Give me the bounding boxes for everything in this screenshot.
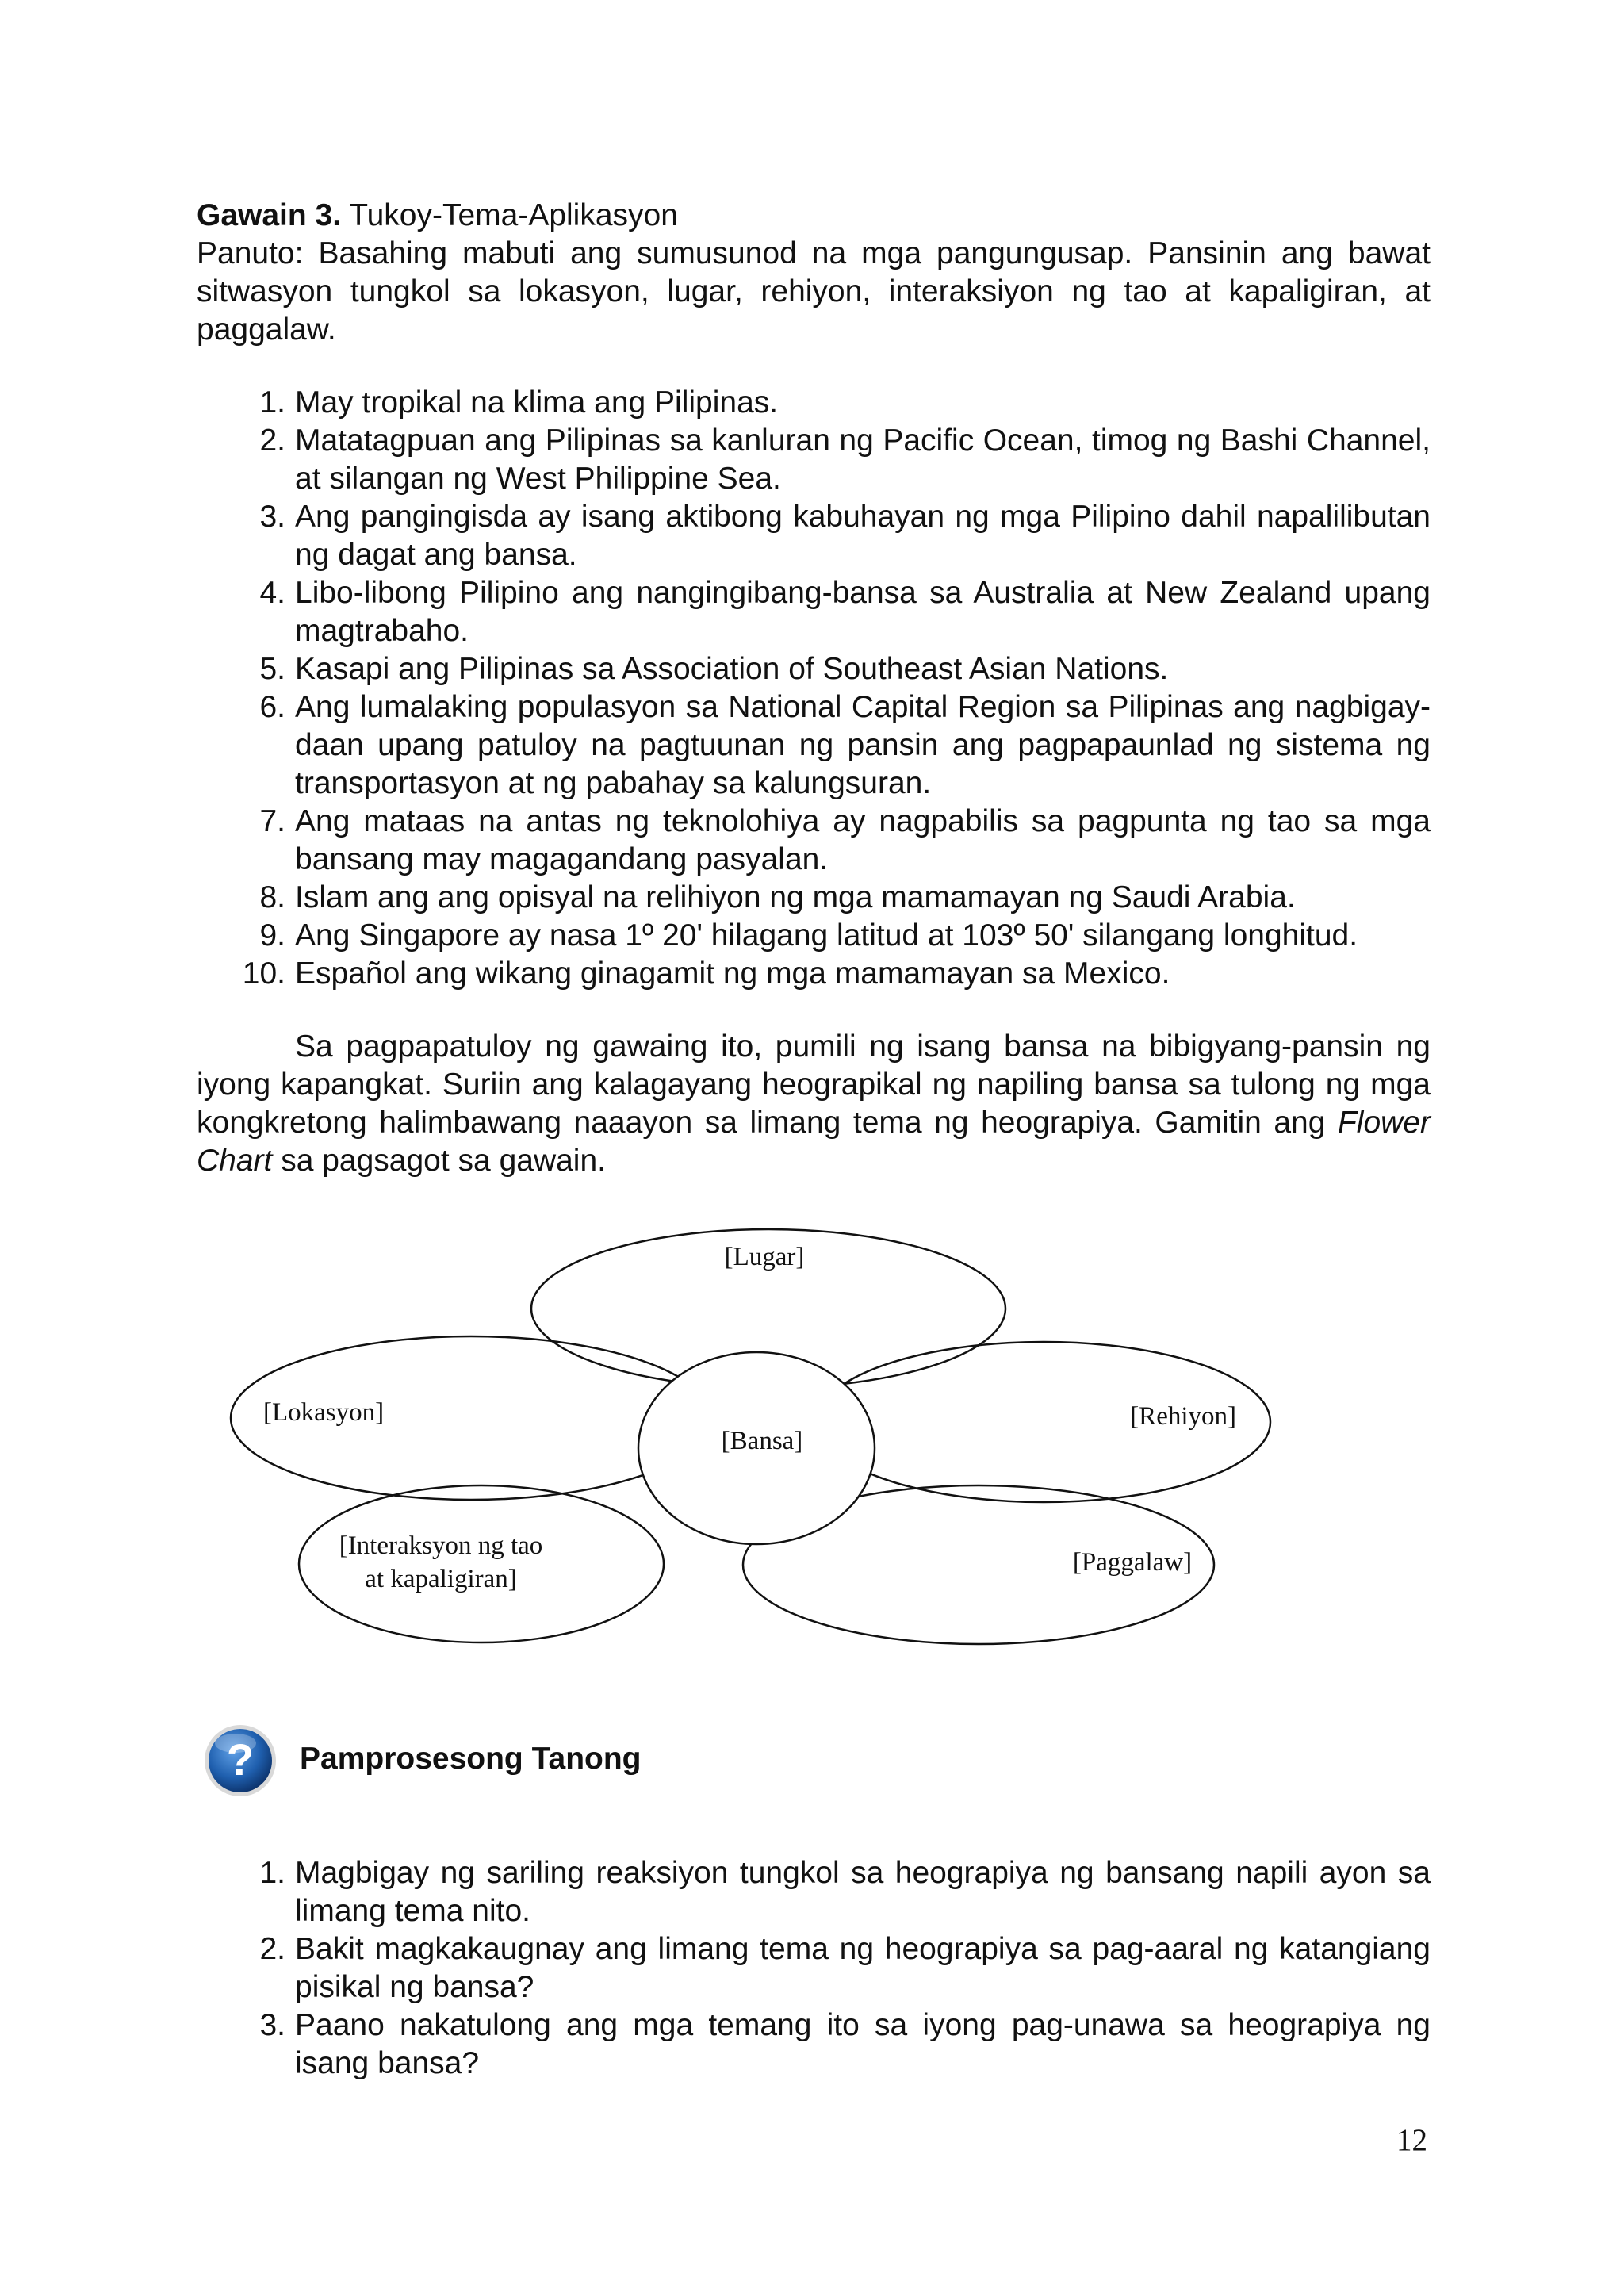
list-item: 7. Ang mataas na antas ng teknolohiya ay nagpabilis sa pagpunta ng tao sa mga bansang may magagandang pasyalan. bbox=[259, 804, 1431, 876]
petal-bottom-left bbox=[299, 1485, 664, 1642]
list-item: 10. Español ang wikang ginagamit ng mga mamamayan sa Mexico. bbox=[242, 956, 1170, 991]
page-number: 12 bbox=[1396, 2123, 1427, 2157]
center-label: [Bansa] bbox=[721, 1427, 803, 1455]
petal-label-bottom-right: [Paggalaw] bbox=[1072, 1548, 1193, 1577]
flower-chart-term: Flower Chart bbox=[197, 1106, 1431, 1178]
petal-label-left: [Lokasyon] bbox=[263, 1398, 385, 1427]
list-item: 8. Islam ang ang opisyal na relihiyon ng mga mamamayan ng Saudi Arabia. bbox=[259, 880, 1296, 914]
list-item: 3. Ang pangingisda ay isang aktibong kabuhayan ng mga Pilipino dahil napalilibutan ng dagat ang bansa. bbox=[259, 500, 1431, 572]
petal-label-right: [Rehiyon] bbox=[1130, 1402, 1236, 1431]
question-list bbox=[246, 1854, 1431, 2083]
questions-heading: Pamprosesong Tanong bbox=[300, 1742, 642, 1776]
list-item: 5. Kasapi ang Pilipinas sa Association of Southeast Asian Nations. bbox=[259, 652, 1169, 686]
instructions: Panuto: Basahing mabuti ang sumusunod na mga pangungusap. Pansinin ang bawat sitwasyon tungkol sa lokasyon, lugar, rehiyon, interaksiyon ng tao at kapaligiran, at paggalaw. bbox=[197, 236, 1431, 347]
petal-label-bottom-left-1: [Interaksyon ng tao bbox=[339, 1531, 543, 1560]
list-item: 4. Libo-libong Pilipino ang nangingibang-bansa sa Australia at New Zealand upang magtrabaho. bbox=[259, 576, 1431, 648]
list-item: 1. Magbigay ng sariling reaksiyon tungkol sa heograpiya ng bansang napili ayon sa limang tema nito. bbox=[259, 1856, 1431, 1928]
list-item: 9. Ang Singapore ay nasa 1º 20' hilagang latitud at 103º 50' silangang longhitud. bbox=[259, 918, 1358, 953]
continuation-paragraph: Sa pagpapatuloy ng gawaing ito, pumili ng isang bansa na bibigyang-pansin ng iyong kapangkat. Suriin ang kalagayang heograpikal ng napiling bansa sa tulong ng mga kongkretong halimbawang naaayon sa limang tema ng heograpiya. Gamitin ang Flower Chart sa pagsagot sa gawain. bbox=[197, 1029, 1431, 1178]
list-item: 1. May tropikal na klima ang Pilipinas. bbox=[259, 385, 779, 420]
activity-name: Tukoy-Tema-Aplikasyon bbox=[349, 198, 678, 232]
petal-label-bottom-left-2: at kapaligiran] bbox=[365, 1565, 517, 1593]
activity-label: Gawain 3. bbox=[197, 198, 342, 232]
list-item: 3. Paano nakatulong ang mga temang ito sa iyong pag-unawa sa heograpiya ng isang bansa? bbox=[259, 2008, 1431, 2080]
list-item: 2. Bakit magkakaugnay ang limang tema ng heograpiya sa pag-aaral ng katangiang pisikal ng bansa? bbox=[259, 1932, 1431, 2004]
list-item: 2. Matatagpuan ang Pilipinas sa kanluran ng Pacific Ocean, timog ng Bashi Channel, at silangan ng West Philippine Sea. bbox=[259, 424, 1431, 496]
list-item: 6. Ang lumalaking populasyon sa National Capital Region sa Pilipinas ang nagbigay-daan upang patuloy na pagtuunan ng pansin ang pagpapaunlad ng sistema ng transportasyon at ng pabahay sa kalungsuran. bbox=[259, 690, 1431, 800]
petal-label-top: [Lugar] bbox=[724, 1243, 805, 1271]
question-mark-icon bbox=[202, 1723, 278, 1799]
svg-text:?: ? bbox=[226, 1734, 255, 1784]
